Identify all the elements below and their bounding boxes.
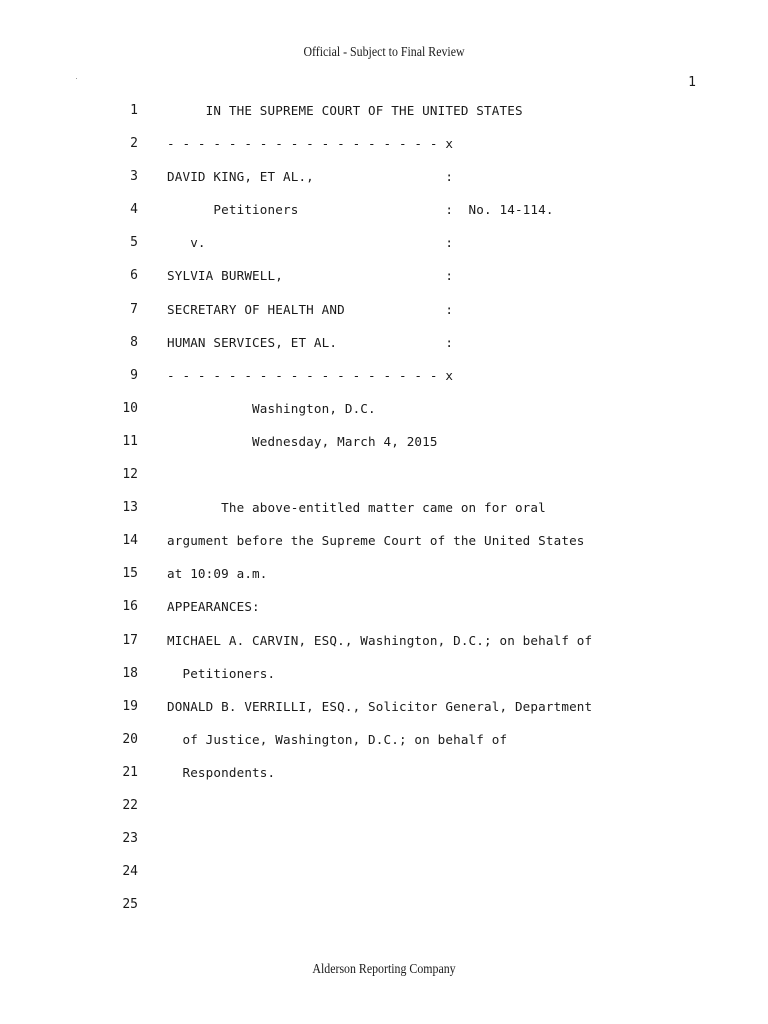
line-number: 10 — [122, 400, 138, 416]
line-text: - - - - - - - - - - - - - - - - - - x — [167, 136, 454, 152]
transcript-line — [0, 729, 768, 762]
transcript-line — [0, 596, 768, 629]
line-text: IN THE SUPREME COURT OF THE UNITED STATES — [167, 103, 523, 118]
transcript-line — [0, 332, 768, 365]
transcript-line — [0, 100, 768, 133]
transcript-line — [0, 166, 768, 199]
transcript-line — [0, 133, 768, 166]
line-number: 22 — [122, 797, 138, 813]
transcript-line — [0, 497, 768, 530]
line-number: 14 — [122, 533, 138, 549]
transcript-line — [0, 265, 768, 298]
transcript-line — [0, 299, 768, 332]
line-text: SECRETARY OF HEALTH AND : — [167, 301, 454, 317]
transcript-line — [0, 365, 768, 398]
line-text: at 10:09 a.m. — [167, 566, 268, 582]
line-number: 18 — [122, 665, 138, 681]
scan-speck — [76, 78, 77, 79]
line-number: 13 — [122, 500, 138, 516]
transcript-line — [0, 530, 768, 563]
line-number: 11 — [122, 433, 138, 449]
line-text: - - - - - - - - - - - - - - - - - - x — [167, 367, 454, 383]
line-number: 23 — [122, 831, 138, 847]
line-text: The above-entitled matter came on for oral — [167, 500, 546, 516]
line-number: 7 — [130, 301, 138, 317]
transcript-lines — [0, 100, 768, 927]
page-footer: Alderson Reporting Company — [312, 961, 456, 976]
transcript-line — [0, 663, 768, 696]
line-text: Washington, D.C. — [167, 400, 376, 416]
line-text: Petitioners. — [167, 665, 276, 681]
transcript-line — [0, 199, 768, 232]
transcript-line — [0, 630, 768, 663]
line-number: 24 — [122, 864, 138, 880]
line-number: 21 — [122, 764, 138, 780]
line-text: argument before the Supreme Court of the United States — [167, 533, 585, 549]
line-number: 3 — [130, 169, 138, 185]
line-number: 6 — [130, 268, 138, 284]
line-text: SYLVIA BURWELL, : — [167, 268, 454, 284]
line-number: 12 — [122, 467, 138, 483]
line-text: APPEARANCES: — [167, 599, 260, 615]
transcript-line — [0, 696, 768, 729]
line-text: v. : — [167, 235, 454, 251]
line-number: 8 — [130, 334, 138, 350]
line-number: 20 — [122, 731, 138, 747]
line-text: HUMAN SERVICES, ET AL. : — [167, 334, 454, 350]
line-text: DAVID KING, ET AL., : — [167, 169, 454, 185]
transcript-line — [0, 431, 768, 464]
transcript-line — [0, 762, 768, 795]
transcript-line — [0, 464, 768, 497]
line-text: of Justice, Washington, D.C.; on behalf of — [167, 731, 508, 747]
line-text: Respondents. — [167, 764, 276, 780]
line-text: Wednesday, March 4, 2015 — [167, 433, 438, 449]
line-number: 9 — [130, 367, 138, 383]
line-number: 2 — [130, 136, 138, 152]
transcript-line — [0, 398, 768, 431]
line-text: Petitioners : No. 14-114. — [167, 202, 554, 218]
page-number: 1 — [688, 75, 696, 90]
line-number: 15 — [122, 566, 138, 582]
line-number: 5 — [130, 235, 138, 251]
page-header: Official - Subject to Final Review — [303, 44, 465, 59]
line-number: 17 — [122, 632, 138, 648]
line-number: 25 — [122, 897, 138, 913]
transcript-line — [0, 795, 768, 828]
line-number: 19 — [122, 698, 138, 714]
line-number: 1 — [130, 103, 138, 118]
transcript-line — [0, 861, 768, 894]
transcript-line — [0, 894, 768, 927]
transcript-line — [0, 828, 768, 861]
line-number: 4 — [130, 202, 138, 218]
transcript-line — [0, 563, 768, 596]
line-number: 16 — [122, 599, 138, 615]
line-text: DONALD B. VERRILLI, ESQ., Solicitor General, Department — [167, 698, 593, 714]
line-text: MICHAEL A. CARVIN, ESQ., Washington, D.C.; on behalf of — [167, 632, 593, 648]
transcript-line — [0, 232, 768, 265]
